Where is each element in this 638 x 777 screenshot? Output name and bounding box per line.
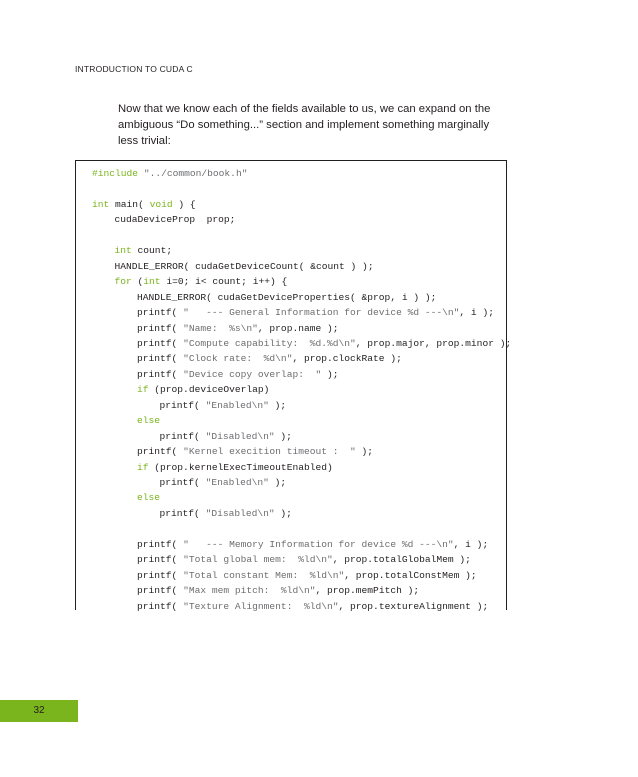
code-line	[137, 491, 160, 505]
code-token: printf(	[159, 430, 206, 442]
code-token: printf(	[137, 585, 184, 597]
code-keyword: for	[114, 276, 132, 288]
code-token: printf(	[137, 307, 184, 319]
code-token: printf(	[137, 353, 184, 365]
code-token: , prop.totalGlobalMem );	[332, 554, 471, 566]
code-token: printf(	[137, 600, 184, 612]
code-token: , prop.memPitch );	[315, 585, 420, 597]
code-string: "Compute capability: %d.%d\n"	[183, 337, 356, 349]
code-line	[115, 213, 236, 227]
code-string: "Clock rate: %d\n"	[183, 353, 293, 365]
code-line	[137, 553, 471, 567]
code-token: printf(	[137, 322, 184, 334]
code-line	[92, 198, 196, 212]
code-token: (prop.kernelExecTimeoutEnabled)	[148, 461, 333, 473]
code-token: (	[131, 276, 144, 288]
code-string: "Total global mem: %ld\n"	[183, 554, 333, 566]
code-keyword: int	[114, 245, 132, 257]
code-token: HANDLE_ERROR( cudaGetDeviceCount( &count ) );	[114, 260, 374, 272]
code-line	[115, 260, 374, 274]
code-token: main(	[109, 198, 150, 210]
code-token: , i );	[459, 307, 494, 319]
code-keyword: if	[137, 461, 149, 473]
code-string: "Disabled\n"	[205, 430, 275, 442]
code-token: printf(	[137, 368, 184, 380]
code-line	[137, 322, 339, 336]
code-token: printf(	[137, 554, 184, 566]
code-line	[137, 383, 269, 397]
code-line	[115, 244, 173, 258]
code-string: "Enabled\n"	[205, 399, 269, 411]
code-line	[137, 538, 488, 552]
code-string: "Max mem pitch: %ld\n"	[183, 585, 316, 597]
code-string: " --- General Information for device %d ---\n"	[183, 307, 460, 319]
code-string: "Disabled\n"	[205, 507, 275, 519]
code-line	[137, 569, 477, 583]
code-line	[160, 476, 287, 490]
code-line	[137, 584, 419, 598]
code-line	[137, 337, 511, 351]
code-line	[137, 445, 373, 459]
code-keyword: #include	[92, 168, 139, 179]
code-token: printf(	[159, 507, 206, 519]
code-token: );	[268, 399, 287, 411]
code-token: (prop.deviceOverlap)	[148, 384, 270, 396]
code-line	[137, 368, 339, 382]
code-line	[160, 430, 292, 444]
code-token: i=0; i< count; i++) {	[160, 276, 288, 288]
code-token: , prop.major, prop.minor );	[355, 337, 512, 349]
code-string: "Kernel execition timeout : "	[183, 446, 356, 458]
code-token: );	[274, 430, 292, 442]
code-token: count;	[131, 245, 173, 257]
code-line	[160, 507, 292, 521]
code-line	[137, 414, 160, 428]
code-token: , prop.name );	[257, 322, 339, 334]
code-string: " --- Memory Information for device %d ---\n"	[183, 538, 454, 550]
intro-paragraph: Now that we know each of the fields available to us, we can expand on the ambiguous “Do something...” section and implement something marginally less trivial:	[118, 103, 491, 148]
code-token: ) {	[172, 198, 196, 210]
code-token: , prop.totalConstMem );	[344, 569, 477, 581]
code-string: "Name: %s\n"	[183, 322, 258, 334]
code-token: , i );	[453, 538, 489, 550]
code-token: printf(	[137, 538, 184, 550]
code-token: , prop.textureAlignment );	[338, 600, 489, 612]
code-token: );	[268, 477, 287, 488]
code-keyword: else	[137, 492, 161, 504]
code-token: printf(	[137, 337, 184, 349]
code-line	[92, 167, 247, 181]
code-token: HANDLE_ERROR( cudaGetDeviceProperties( &prop, i ) );	[137, 291, 437, 303]
code-string: "Total constant Mem: %ld\n"	[183, 569, 345, 581]
code-token: cudaDeviceProp prop;	[114, 214, 236, 226]
code-string: "Texture Alignment: %ld\n"	[183, 600, 339, 612]
code-token: printf(	[137, 569, 184, 581]
code-keyword: else	[137, 415, 161, 427]
code-line	[137, 291, 436, 305]
code-keyword: int	[92, 198, 110, 210]
code-line	[115, 275, 288, 289]
code-line	[137, 461, 333, 475]
code-keyword: void	[149, 198, 173, 210]
code-token: printf(	[137, 446, 184, 458]
code-token: );	[355, 446, 374, 458]
code-token: , prop.clockRate );	[292, 353, 402, 365]
code-line	[137, 352, 402, 366]
code-string: "../common/book.h"	[143, 168, 248, 179]
code-line	[137, 306, 494, 320]
code-keyword: if	[137, 384, 149, 396]
running-head: INTRODUCTION TO CUDA C	[75, 64, 193, 74]
code-token: printf(	[159, 399, 206, 411]
code-token: );	[274, 507, 292, 519]
code-keyword: int	[143, 276, 161, 288]
code-string: "Enabled\n"	[205, 477, 269, 488]
code-token: );	[321, 368, 339, 380]
page-number: 32	[0, 700, 78, 722]
code-line	[160, 399, 287, 413]
code-string: "Device copy overlap: "	[183, 368, 322, 380]
code-token: printf(	[159, 477, 206, 488]
code-line	[137, 600, 488, 614]
